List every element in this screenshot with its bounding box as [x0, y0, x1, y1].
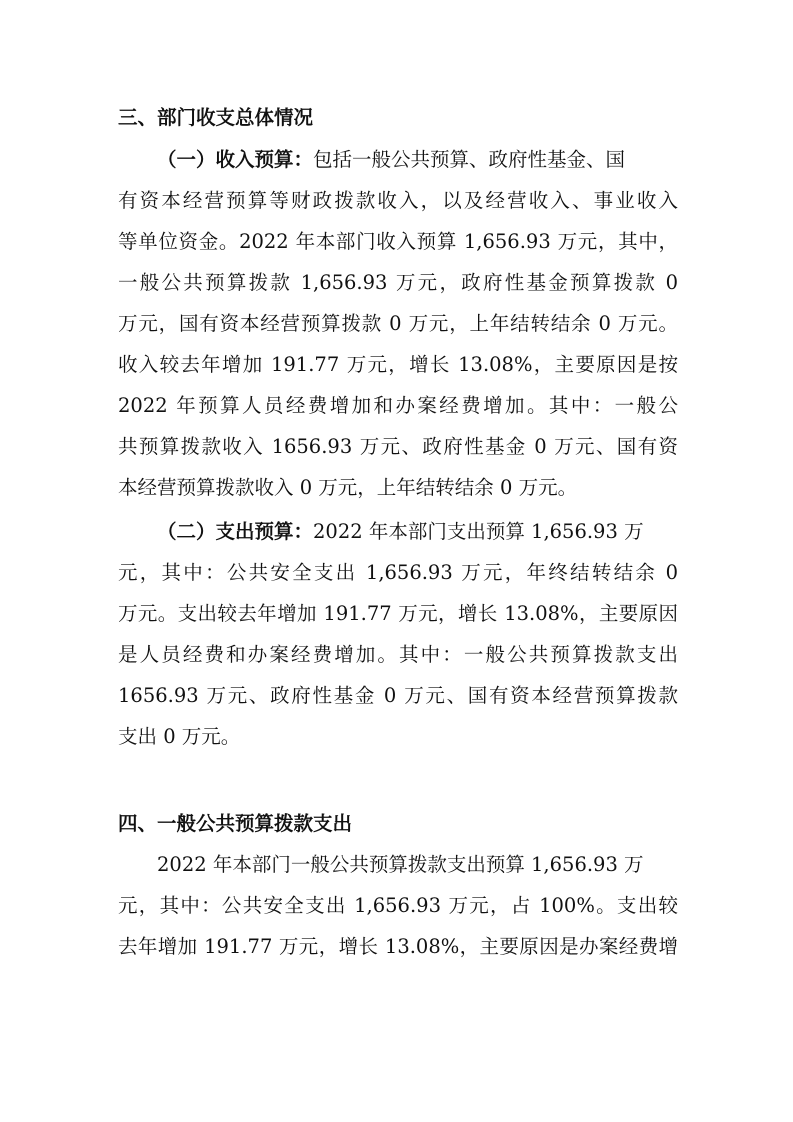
section4-line-1: 元，其中：公共安全支出 1,656.93 万元，占 100%。支出较 [118, 894, 678, 917]
expense-line-0: 2022 年本部门支出预算 1,656.93 万 [313, 520, 644, 543]
income-line-7: 共预算拨款收入 1656.93 万元、政府性基金 0 万元、国有资 [118, 435, 678, 458]
income-line-2: 等单位资金。2022 年本部门收入预算 1,656.93 万元，其中， [118, 230, 678, 253]
section4-first-line [118, 845, 678, 885]
income-line-0: 包括一般公共预算、政府性基金、国 [313, 148, 626, 171]
section4-line-2: 去年增加 191.77 万元，增长 13.08%，主要原因是办案经费增 [118, 935, 678, 958]
income-label: （一）收入预算： [157, 148, 314, 171]
income-line-3: 一般公共预算拨款 1,656.93 万元，政府性基金预算拨款 0 [118, 271, 678, 294]
section-heading-3: 三、部门收支总体情况 [118, 106, 314, 129]
income-line-1: 有资本经营预算等财政拨款收入，以及经营收入、事业收入 [118, 189, 678, 212]
expense-first-line [118, 512, 678, 552]
income-line-8: 本经营预算拨款收入 0 万元，上年结转结余 0 万元。 [118, 476, 578, 499]
income-line-6: 2022 年预算人员经费增加和办案经费增加。其中：一般公 [118, 394, 678, 417]
section-heading-4: 四、一般公共预算拨款支出 [118, 812, 353, 835]
income-line-4: 万元，国有资本经营预算拨款 0 万元，上年结转结余 0 万元。 [118, 312, 678, 335]
income-first-line [118, 140, 678, 180]
expense-line-5: 支出 0 万元。 [118, 725, 241, 748]
section4-line-0: 2022 年本部门一般公共预算拨款支出预算 1,656.93 万 [157, 853, 644, 876]
expense-line-1: 元，其中：公共安全支出 1,656.93 万元，年终结转结余 0 [118, 561, 678, 584]
expense-line-4: 1656.93 万元、政府性基金 0 万元、国有资本经营预算拨款 [118, 684, 678, 707]
expense-line-3: 是人员经费和办案经费增加。其中：一般公共预算拨款支出 [118, 643, 678, 666]
expense-label: （二）支出预算： [157, 520, 314, 543]
expense-line-2: 万元。支出较去年增加 191.77 万元，增长 13.08%，主要原因 [118, 602, 678, 625]
income-line-5: 收入较去年增加 191.77 万元，增长 13.08%，主要原因是按 [118, 353, 678, 376]
